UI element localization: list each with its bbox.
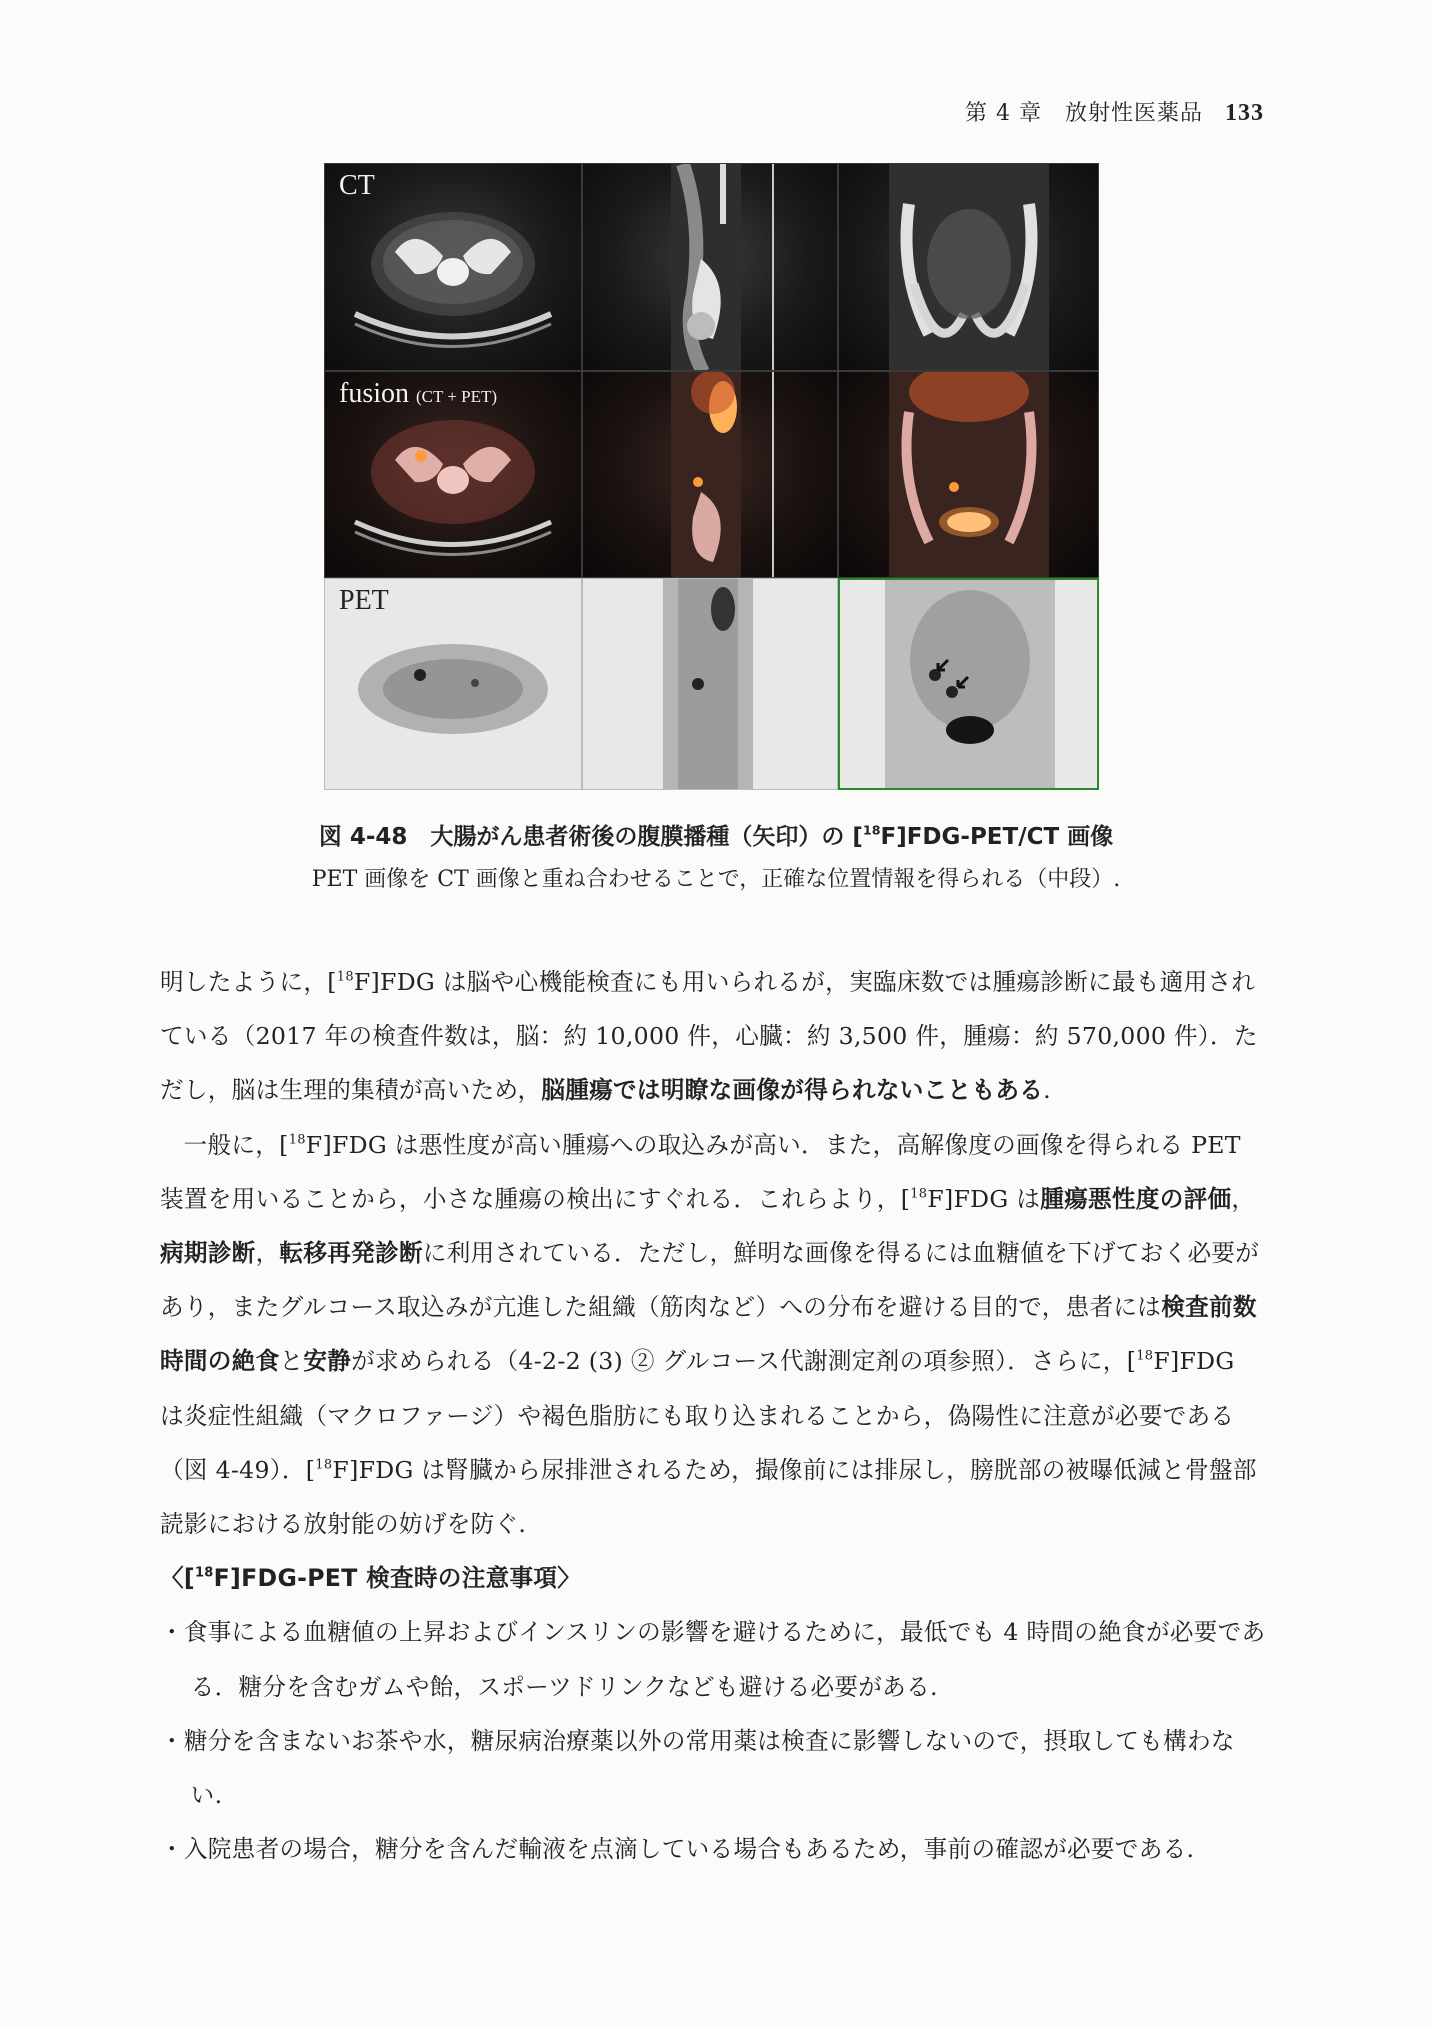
fusion-label: fusion (CT + PET) bbox=[339, 378, 498, 409]
fusion-sagittal-image bbox=[583, 372, 838, 578]
ct-axial-panel bbox=[324, 163, 582, 371]
precaution-list bbox=[160, 1605, 1266, 1876]
ct-sagittal-image bbox=[583, 164, 838, 371]
section-heading: 〈[$^{18}$F]FDG-PET 検査時の注意事項〉 bbox=[160, 1564, 582, 1593]
pet-coronal-image bbox=[840, 580, 1097, 788]
list-item: ・糖分を含まないお茶や水，糖尿病治療薬以外の常用薬は検査に影響しないので，摂取しても構わない. bbox=[160, 1726, 1235, 1810]
fusion-coronal-panel bbox=[838, 371, 1099, 578]
body-text bbox=[160, 955, 1266, 1876]
paragraph-2: 一般に，[$^{18}$F]FDG は悪性度が高い腫瘍への取込みが高い．また，高解像度の画像を得られる PET 装置を用いることから，小さな腫瘍の検出にすぐれる．これらより，[$^{18}$F]FDG は腫瘍悪性度の評価，病期診断，転移再発診断に利用されている．ただし，鮮明な画像を得るには血糖値を下げておく必要があり，またグルコース取込みが亢進した組織（筋肉など）への分布を避ける目的で，患者には検査前数時間の絶食と安静が求められる（4-2-2 (3) ② グルコース代謝測定剤の項参照）．さらに，[$^{18}$F]FDG は炎症性組織（マクロファージ）や褐色脂肪にも取り込まれることから，偽陽性に注意が必要である（図 4-49）．[$^{18}$F]FDG は腎臓から尿排泄されるため，撮像前には排尿し，膀胱部の被曝低減と骨盤部読影における放射能の妨げを防ぐ. bbox=[160, 1130, 1260, 1539]
fusion-coronal-image bbox=[839, 372, 1099, 578]
paragraph-1: 明したように，[$^{18}$F]FDG は脳や心機能検査にも用いられるが，実臨床数では腫瘍診断に最も適用されている（2017 年の検査件数は，脳：約 10,000 件，心臓：約 3,500 件，腫瘍：約 570,000 件）．ただし，脳は生理的集積が高いため，脳腫瘍では明瞭な画像が得られないこともある. bbox=[160, 968, 1258, 1105]
fusion-sagittal-panel bbox=[582, 371, 838, 578]
figure-caption-subtitle: PET 画像を CT 画像と重ね合わせることで，正確な位置情報を得られる（中段）. bbox=[311, 867, 1121, 892]
figure-caption-title: 図 4-48 大腸がん患者術後の腹膜播種（矢印）の [$^{18}$F]FDG-PET/CT 画像 bbox=[318, 822, 1114, 850]
list-item: ・食事による血糖値の上昇およびインスリンの影響を避けるために，最低でも 4 時間の絶食が必要である．糖分を含むガムや飴，スポーツドリンクなども避ける必要がある. bbox=[160, 1618, 1266, 1701]
pet-sagittal-image bbox=[583, 579, 838, 790]
pet-coronal-panel bbox=[838, 578, 1099, 790]
pet-sagittal-panel bbox=[582, 578, 838, 790]
page-number: 133 bbox=[1225, 100, 1264, 126]
pet-axial-panel bbox=[324, 578, 582, 790]
pet-ct-figure bbox=[324, 163, 1099, 790]
ct-coronal-image bbox=[839, 164, 1099, 371]
ct-sagittal-panel bbox=[582, 163, 838, 371]
chapter-title: 第 4 章 放射性医薬品 bbox=[965, 101, 1203, 126]
fusion-axial-panel bbox=[324, 371, 582, 578]
running-header bbox=[965, 96, 1264, 127]
ct-label: CT bbox=[339, 170, 375, 201]
ct-coronal-panel bbox=[838, 163, 1099, 371]
pet-label: PET bbox=[339, 585, 389, 616]
list-item: ・入院患者の場合，糖分を含んだ輸液を点滴している場合もあるため，事前の確認が必要である. bbox=[160, 1835, 1195, 1864]
